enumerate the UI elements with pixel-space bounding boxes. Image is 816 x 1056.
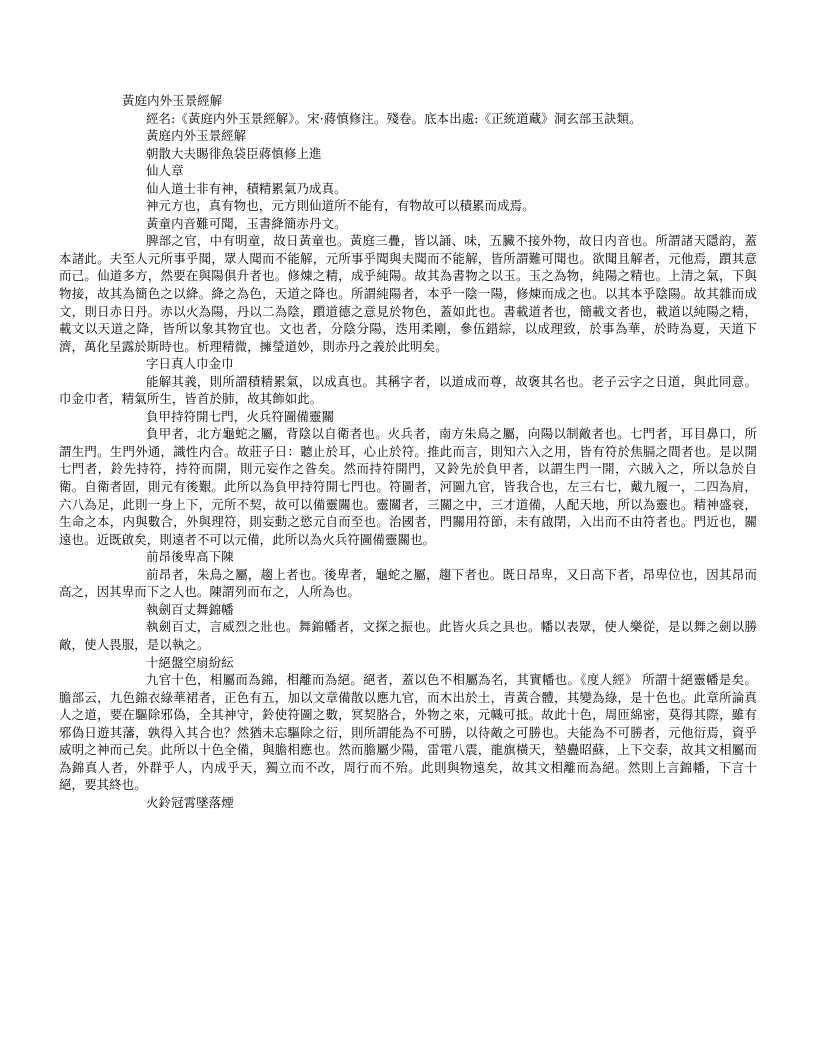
verse-line-2: 黃童内音難可聞，玉書絳簡赤丹文。: [146, 215, 347, 231]
verse-line-1: 仙人道士非有神，積精累氣乃成真。: [146, 180, 347, 196]
document-title-repeat: 黃庭内外玉景經解: [146, 128, 247, 144]
document-body: [59, 92, 757, 811]
commentary-4: 負甲者，北方龜蛇之屬，背陰以自衛者也。火兵者，南方朱鳥之屬，向陽以制敵者也。七門者，耳目鼻口，所謂生門。生門外通，識性内合。故莊子日：聽止於耳，心止於符。推此而言，則知六入之用，皆有符於焦膈之間者也。是以開七門者，鈴先持符，持符而開，則元妄作之昝矣。然而持符開門，又鈴先於負甲者，以謂生門一開，六賊入之，所以急於自衛。自衛者固，則元有後艱。此所以為負甲持符開七門也。符圖者，河圖九官，皆我合也，左三右七，戴九履一，二四為肩，六八為足，此則一身上下，元所不契，故可以備靈關也。靈關者，三關之中，三才道備，人配天地，所以為靈也。精神盛衰，生命之本，内與數合，外與理符，則妄動之慾元自而至也。治國者，門關用符節，未有啟閉，入出而不由符者也。門近也，關遠也。近既啟矣，則遠者不可以元備，此所以為火兵符圖備靈關也。: [59, 426, 757, 547]
commentary-3: 能解其義，則所謂積精累氣，以成真也。其稱字者，以道成而尊，故褒其名也。老子云字之日道，與此同意。巾金巾者，精氣所生，皆首於肺，故其飾如此。: [59, 373, 757, 407]
chapter-heading-xianren: 仙人章: [146, 163, 184, 179]
author-byline: 朝散大夫賜徘魚袋臣蔣慎修上進: [146, 145, 322, 161]
document-title: 黃庭内外玉景經解: [122, 93, 223, 108]
verse-line-4: 負甲持符開七門，火兵符圖備靈關: [146, 408, 335, 424]
commentary-2: 脾部之官，中有明童，故日黃童也。黃庭三疊，皆以誦、味，五臟不接外物，故日内音也。所謂諸天隱韵，蓋本諸此。夫至人元所事乎聞，眾人聞而不能解，元所事乎聞與夫聞而不能解，皆所謂難可聞也。欲聞且解者，元他焉，躓其意而己。仙道多方，然要在與陽俱升者也。修煉之精，成乎純陽。故其為書物之以玉。玉之為物，純陽之精也。上清之氣，下與物接，故其為簡色之以絳。絳之為色，天道之降也。所謂純陽者，本乎一陰一陽，修煉而成之也。以其本乎陰陽。故其雜而成文，則日赤日丹。赤以火為陽，丹以二為陰，躓道德之意見於物色，蓋如此也。書載道者也，簡載文者也，載道以純陽之精，載文以天道之降，皆所以象其物宜也。文也者，分陰分陽，迭用柔剛，參伍錯綜，以成理致，於事為華，於時為夏，天道下濟，萬化呈露於斯時也。析理精微，擁瑩道妙，則赤丹之義於此明矣。: [59, 233, 757, 354]
commentary-5: 前昂者，朱鳥之屬，趨上者也。後卑者，龜蛇之屬，趨下者也。既日昂卑，又日高下者，昂卑位也，因其昂而高之，因其卑而下之人也。陳謂列而布之，人所為也。: [59, 566, 757, 600]
verse-line-3: 字日真人巾金巾: [146, 356, 234, 372]
verse-line-7: 十絕盤空扇紛紜: [146, 654, 234, 670]
commentary-6: 執劍百丈，言威烈之壯也。舞錦幡者，文探之振也。此皆火兵之具也。幡以表眾，使人樂從，是以舞之劍以勝敵，使人畏服，是以執之。: [59, 619, 757, 652]
verse-line-5: 前昂後卑高下陳: [146, 549, 234, 565]
commentary-7: 九官十色，相屬而為錦，相離而為絕。絕者，蓋以色不相屬為名，其實幡也。《度人經》 所謂十絕靈幡是矣。膽部云，九色錦衣綠華裙者，正色有五，加以文章備散以應九官，而木出於土，青黃合體，其變為綠，是十色也。此章所論真人之道，要在驅除邪偽，全其神守，鈴使符圖之數，冥契胳合，外物之來，元幟可抵。故此十色，周匝綿密，莫得其際，雖有邪偽日遊其藩，孰得入其合也？然猶未忘驅除之衍，則所謂能為不可勝，以待敵之可勝也。夫能為不可勝者，元他衍焉，資乎威明之神而己矣。此所以十色全備，與膽相應也。然而膽屬少陽，雷電八震，龍旗橫天，墊蠱昭蘇，上下交泰，故其文相屬而為錦真人者，外群乎人，内成乎天，獨立而不改，周行而不殆。此則與物遠矣，故其文相離而為絕。然則上言錦幡，下言十絕，要其終也。: [59, 672, 757, 793]
verse-line-8: 火鈴冠霄墜落煙: [146, 794, 234, 810]
colophon-line: 經名:《黃庭内外玉景經解》。宋·蔣慎修注。殘卷。底本出處:《正統道藏》洞玄部玉訣類。: [146, 110, 642, 126]
verse-line-6: 執劍百丈舞錦幡: [146, 601, 234, 617]
commentary-1: 神元方也，真有物也，元方則仙道所不能有，有物故可以積累而成焉。: [146, 198, 535, 214]
